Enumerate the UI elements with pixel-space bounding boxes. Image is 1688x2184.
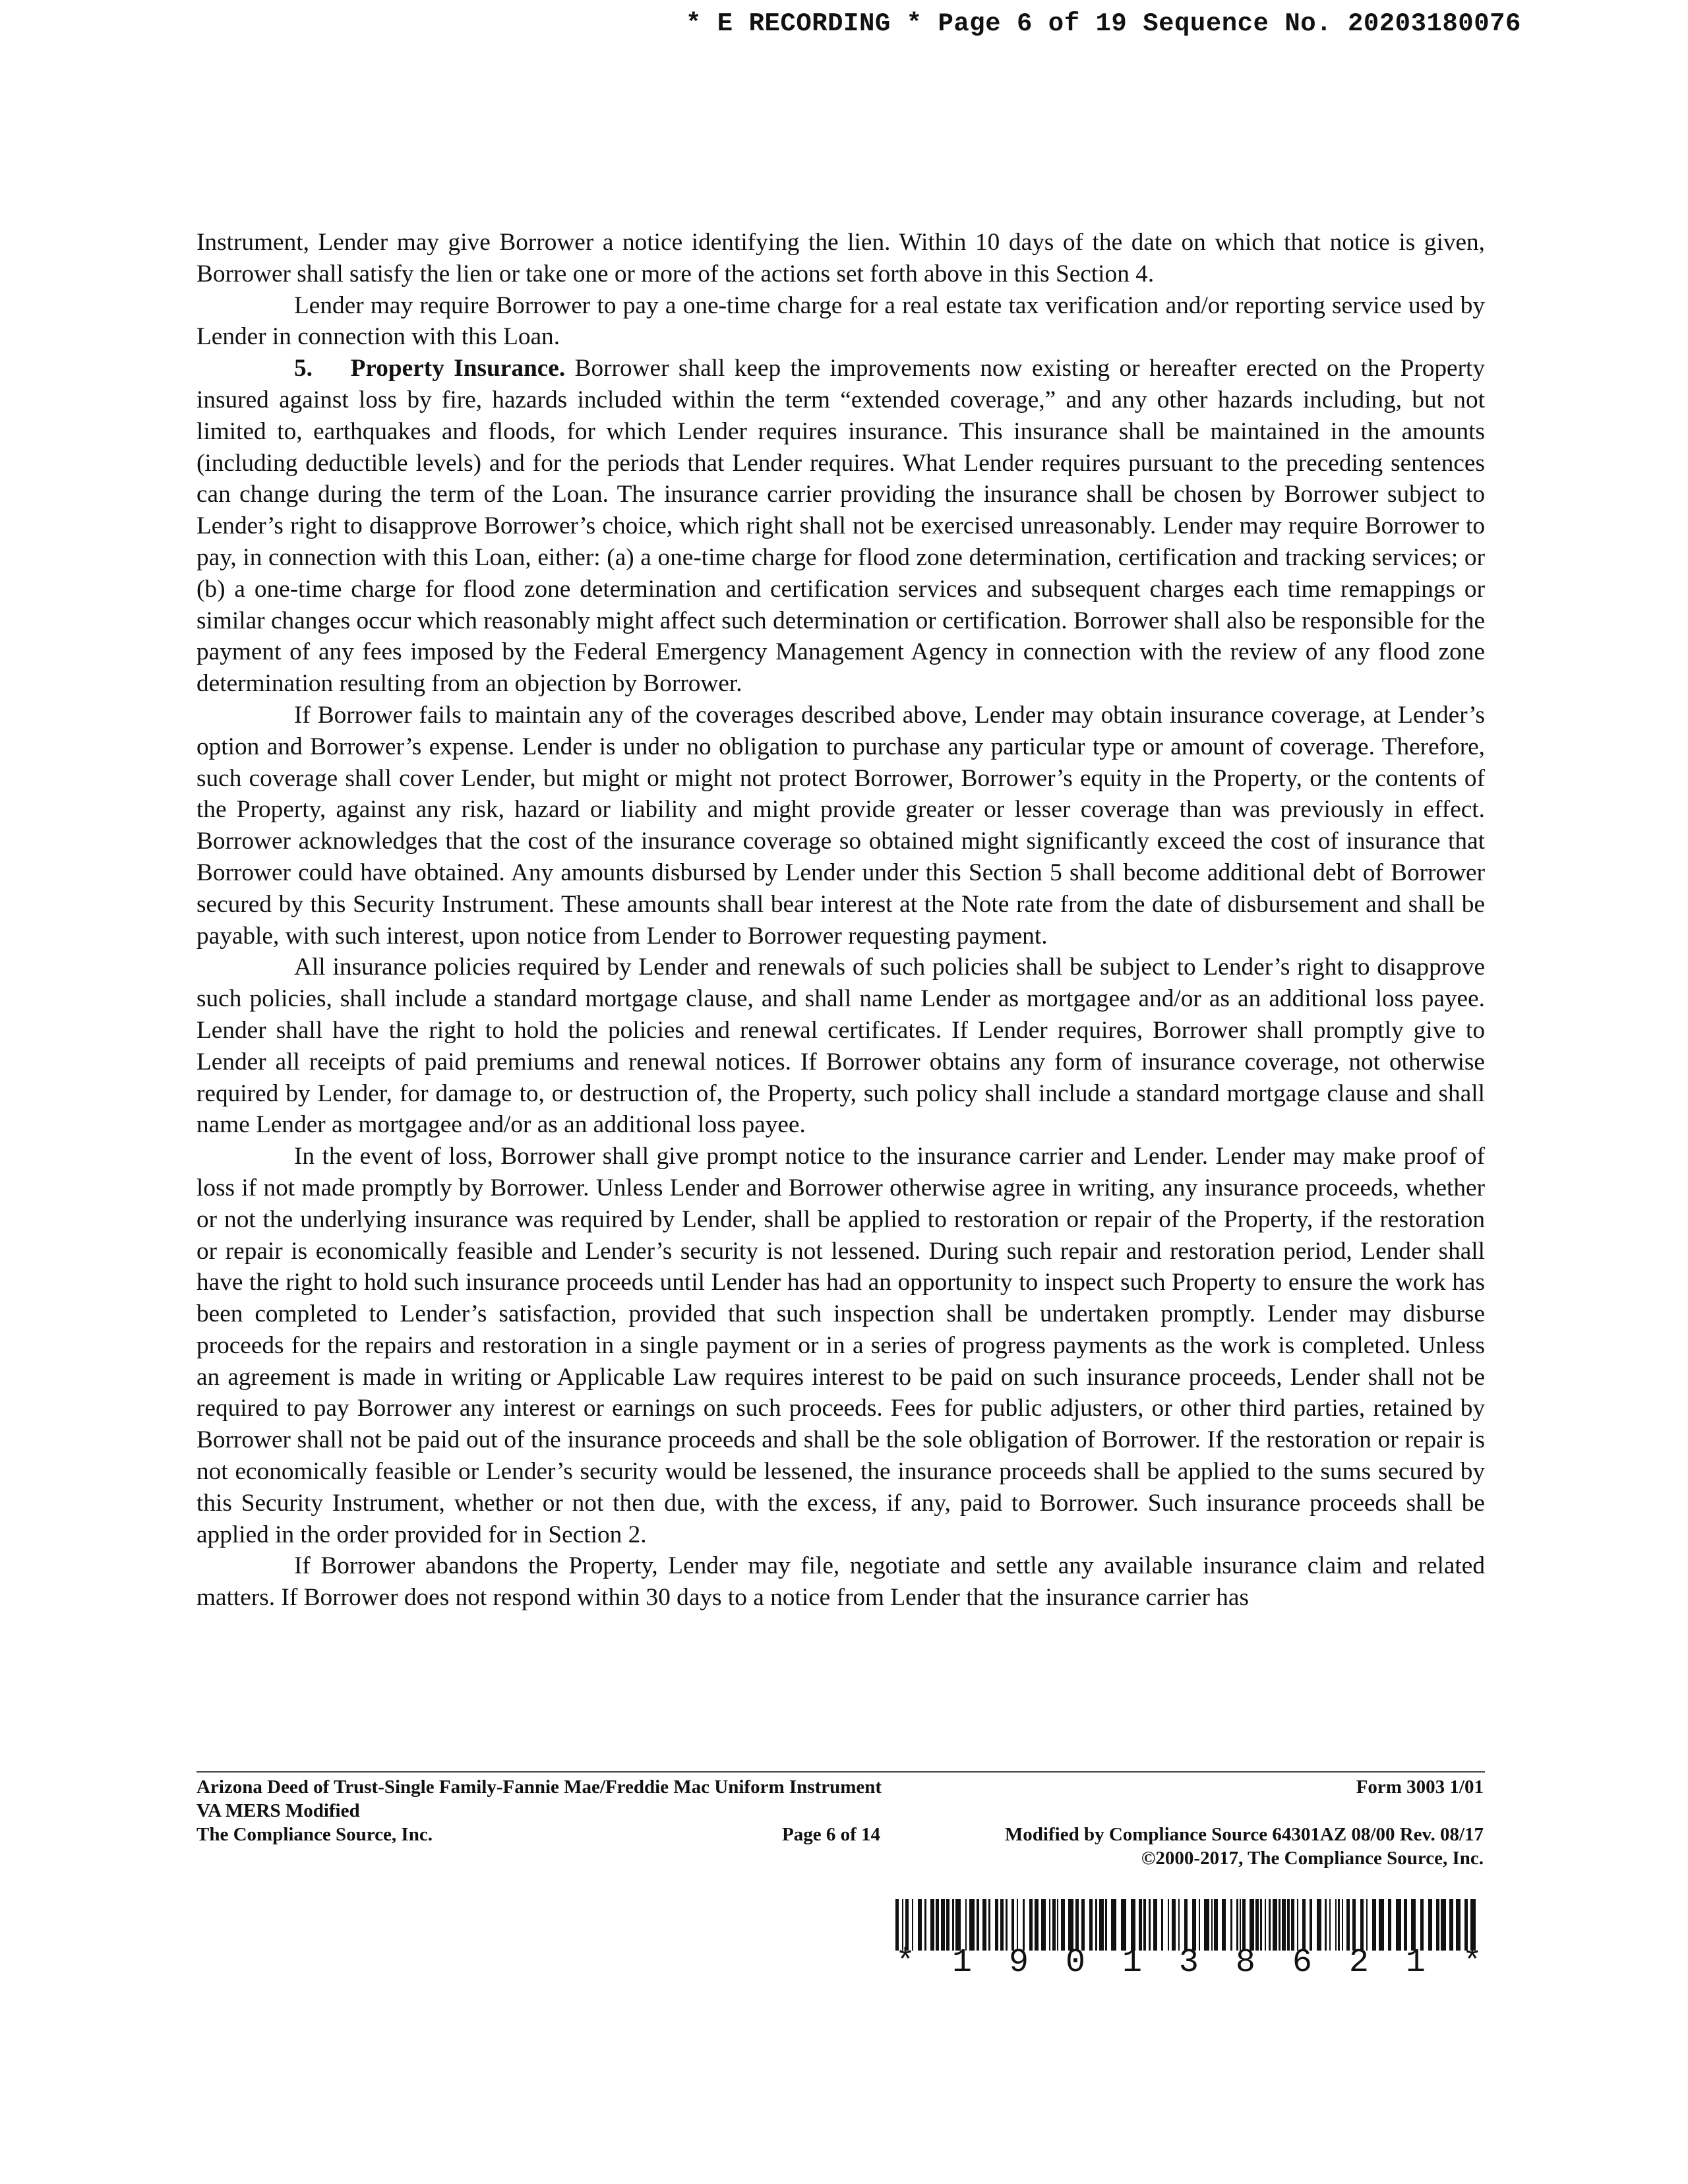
barcode-bar <box>912 1899 913 1951</box>
barcode-bar <box>1269 1899 1271 1951</box>
barcode-digit: * <box>895 1944 916 1982</box>
barcode-bar <box>1265 1899 1266 1951</box>
barcode-bar <box>1436 1899 1439 1951</box>
barcode-bar <box>1061 1899 1065 1951</box>
barcode-digit: 1 <box>1405 1944 1426 1982</box>
barcode-bar <box>1236 1899 1238 1951</box>
footer-modifier: VA MERS Modified <box>196 1800 360 1821</box>
barcode-bar <box>1121 1899 1126 1951</box>
barcode-bar <box>1411 1899 1416 1951</box>
barcode-bar <box>1099 1899 1104 1951</box>
barcode-bar <box>988 1899 990 1951</box>
barcode-bar <box>902 1899 903 1951</box>
barcode-bar <box>1441 1899 1446 1951</box>
barcode-bar <box>1317 1899 1321 1951</box>
barcode-bar <box>1282 1899 1286 1951</box>
barcode-bar <box>1105 1899 1107 1951</box>
barcode-bar <box>1464 1899 1468 1951</box>
barcode-bar <box>1006 1899 1008 1951</box>
barcode-bar <box>1161 1899 1163 1951</box>
barcode-digit: 9 <box>1008 1944 1029 1982</box>
footer-divider <box>196 1771 1485 1773</box>
barcode-bar <box>1404 1899 1407 1951</box>
barcode-bar <box>1222 1899 1226 1951</box>
barcode-bar <box>1204 1899 1209 1951</box>
barcode-bar <box>1342 1899 1343 1951</box>
barcode-bar <box>1291 1899 1294 1951</box>
barcode-bar <box>895 1899 899 1951</box>
barcode-bar <box>1338 1899 1340 1951</box>
barcode-bar <box>965 1899 967 1951</box>
barcode-bar <box>1172 1899 1176 1951</box>
barcode-bar <box>1089 1899 1093 1951</box>
barcode-bar <box>1420 1899 1424 1951</box>
barcode-bar <box>941 1899 945 1951</box>
barcode-bar <box>1068 1899 1073 1951</box>
paragraph-event-of-loss: In the event of loss, Borrower shall give prompt notice to the insurance carrier and Lender. Lender may make proof of loss if not made promptly by Borrower. Unless Lender and Borrower otherwise agree in writing, any insurance proceeds, whether or not the underlying insurance was required by Lender, shall be applied to restoration or repair of the Property, if the restoration or repair is economically feasible and Lender’s security is not lessened. During such repair and restoration period, Lender shall have the right to hold such insurance proceeds until Lender has had an opportunity to inspect such Property to ensure the work has been completed to Lender’s satisfaction, provided that such inspection shall be undertaken promptly. Lender may disburse proceeds for the repairs and restoration in a single payment or in a series of progress payments as the work is completed. Unless an agreement is made in writing or Applicable Law requires interest to be paid on such insurance proceeds, Lender shall not be required to pay Borrower any interest or earnings on such proceeds. Fees for public adjusters, or other third parties, retained by Borrower shall not be paid out of the insurance proceeds and shall be the sole obligation of Borrower. If the restoration or repair is not economically feasible or Lender’s security would be lessened, the insurance proceeds shall be applied to the sums secured by this Security Instrument, whether or not then due, with the excess, if any, paid to Borrower. Such insurance proceeds shall be applied in the order provided for in Section 2. <box>196 1143 1485 1548</box>
barcode-bar <box>1178 1899 1180 1951</box>
barcode-bar <box>1143 1899 1146 1951</box>
barcode-bar <box>930 1899 934 1951</box>
barcode-bar <box>1329 1899 1331 1951</box>
barcode-bar <box>1057 1899 1058 1951</box>
barcode-bar <box>1366 1899 1368 1951</box>
barcode-bar <box>1325 1899 1327 1951</box>
barcode-bar <box>1360 1899 1364 1951</box>
document-body <box>196 227 1485 1614</box>
barcode-bar <box>1230 1899 1232 1951</box>
barcode-bar <box>1211 1899 1213 1951</box>
barcode-bar <box>918 1899 922 1951</box>
barcode-bar <box>1168 1899 1169 1951</box>
footer-copyright: ©2000-2017, The Compliance Source, Inc. <box>1141 1848 1484 1869</box>
barcode-bar <box>1052 1899 1056 1951</box>
barcode-bar <box>1346 1899 1350 1951</box>
barcode-digit: 1 <box>1122 1944 1142 1982</box>
section-text: Borrower shall keep the improvements now existing or hereafter erected on the Property insured against loss by fire, hazards included within the term “extended coverage,” and any other hazards including, but not limited to, earthquakes and floods, for which Lender requires insurance. This insurance shall be maintained in the amounts (including deductible levels) and for the periods that Lender requires. What Lender requires pursuant to the preceding sentences can change during the term of the Loan. The insurance carrier providing the insurance shall be chosen by Borrower subject to Lender’s right to disapprove Borrower’s choice, which right shall not be exercised unreasonably. Lender may require Borrower to pay, in connection with this Loan, either: (a) a one-time charge for flood zone determination, certification and tracking services; or (b) a one-time charge for flood zone determination and certification services and subsequent charges each time remappings or similar changes occur which reasonably might affect such determination or certification. Borrower shall also be responsible for the payment of any fees imposed by the Federal Emergency Management Agency in connection with the review of any flood zone determination resulting from an objection by Borrower. <box>196 355 1486 698</box>
barcode-bar <box>1279 1899 1281 1951</box>
barcode-bar <box>1388 1899 1391 1951</box>
footer-modified-by: Modified by Compliance Source 64301AZ 08/00 Rev. 08/17 <box>1004 1824 1484 1845</box>
barcode-bar <box>924 1899 926 1951</box>
barcode-bar <box>1242 1899 1246 1951</box>
barcode-bar <box>1153 1899 1157 1951</box>
footer-page-number: Page 6 of 14 <box>782 1824 880 1845</box>
footer-form-number: Form 3003 1/01 <box>1356 1776 1484 1798</box>
footer-form-title: Arizona Deed of Trust-Single Family-Fannie Mae/Freddie Mac Uniform Instrument <box>196 1776 882 1798</box>
barcode-bar <box>1470 1899 1476 1951</box>
barcode-digit: 2 <box>1348 1944 1369 1982</box>
barcode-bar <box>1035 1899 1039 1951</box>
barcode-bar <box>936 1899 939 1951</box>
barcode-digit: 1 <box>951 1944 972 1982</box>
barcode-bar <box>1029 1899 1033 1951</box>
barcode-bar <box>1017 1899 1018 1951</box>
barcode-bar <box>955 1899 961 1951</box>
barcode-bar <box>1011 1899 1014 1951</box>
barcode-bar <box>1428 1899 1432 1951</box>
barcode-bar <box>1379 1899 1384 1951</box>
barcode-bar <box>1041 1899 1046 1951</box>
paragraph-property-insurance <box>196 353 1485 700</box>
paragraph-lien-notice: Instrument, Lender may give Borrower a notice identifying the lien. Within 10 days of the date on which that notice is given, Borrower shall satisfy the lien or take one or more of the actions set forth above in this Section 4. <box>196 229 1485 288</box>
barcode-bar <box>1192 1899 1196 1951</box>
barcode-bar <box>1297 1899 1298 1951</box>
barcode-bar <box>1396 1899 1401 1951</box>
barcode-bar <box>969 1899 975 1951</box>
barcode-bar <box>1352 1899 1356 1951</box>
barcode-digit: 6 <box>1292 1944 1312 1982</box>
barcode-bar <box>1075 1899 1079 1951</box>
barcode-digit: 3 <box>1178 1944 1199 1982</box>
barcode-bar <box>1149 1899 1151 1951</box>
barcode-bar <box>1049 1899 1050 1951</box>
barcode-digit: 8 <box>1235 1944 1255 1982</box>
paragraph-coverage-failure: If Borrower fails to maintain any of the coverages described above, Lender may obtain insurance coverage, at Lender’s option and Borrower’s expense. Lender is under no obligation to purchase any particular type or amount of coverage. Therefore, such coverage shall cover Lender, but might or might not protect Borrower, Borrower’s equity in the Property, or the contents of the Property, against any risk, hazard or liability and might provide greater or lesser coverage than was previously in effect. Borrower acknowledges that the cost of the insurance coverage so obtained might significantly exceed the cost of insurance that Borrower could have obtained. Any amounts disbursed by Lender under this Section 5 shall become additional debt of Borrower secured by this Security Instrument. These amounts shall bear interest at the Note rate from the date of disbursement and shall be payable, with such interest, upon notice from Lender to Borrower requesting payment. <box>196 701 1485 950</box>
barcode-bar <box>1335 1899 1337 1951</box>
barcode-image <box>895 1899 1482 1951</box>
barcode-bar <box>905 1899 909 1951</box>
barcode-bar <box>1214 1899 1218 1951</box>
barcode-bar <box>1310 1899 1312 1951</box>
barcode-bar <box>1260 1899 1262 1951</box>
footer-company: The Compliance Source, Inc. <box>196 1824 433 1845</box>
barcode-bar <box>982 1899 986 1951</box>
barcode-bar <box>1184 1899 1188 1951</box>
barcode-bar <box>995 1899 998 1951</box>
barcode-bar <box>1000 1899 1004 1951</box>
barcode-digit: 0 <box>1065 1944 1085 1982</box>
barcode-bar <box>1287 1899 1290 1951</box>
paragraph-abandonment: If Borrower abandons the Property, Lender may file, negotiate and settle any available insurance claim and related matters. If Borrower does not respond within 30 days to a notice from Lender that the insurance carrier has <box>196 1552 1485 1612</box>
barcode-bar <box>1255 1899 1259 1951</box>
section-number: 5. <box>294 355 313 382</box>
barcode-bar <box>1240 1899 1241 1951</box>
barcode-bar <box>1095 1899 1097 1951</box>
paragraph-tax-verification: Lender may require Borrower to pay a one-time charge for a real estate tax verification and/or reporting service used by Lender in connection with this Loan. <box>196 291 1485 351</box>
barcode-bar <box>1456 1899 1461 1951</box>
paragraph-insurance-policies: All insurance policies required by Lender and renewals of such policies shall be subject to Lender’s right to disapprove such policies, shall include a standard mortgage clause, and shall name Lender as mortgagee and/or as an additional loss payee. Lender shall have the right to hold the policies and renewal certificates. If Lender requires, Borrower shall promptly give to Lender all receipts of paid premiums and renewal notices. If Borrower obtains any form of insurance coverage, not otherwise required by Lender, for damage to, or destruction of, the Property, such policy shall include a standard mortgage clause and shall name Lender as mortgagee and/or as an additional loss payee. <box>196 954 1485 1139</box>
barcode-digits <box>895 1944 1482 1982</box>
barcode-bar <box>1302 1899 1306 1951</box>
recording-header: * E RECORDING * Page 6 of 19 Sequence No. 20203180076 <box>686 9 1521 38</box>
barcode-bar <box>946 1899 950 1951</box>
section-title: Property Insurance. <box>350 355 566 382</box>
barcode-bar <box>1023 1899 1025 1951</box>
barcode-bar <box>977 1899 979 1951</box>
barcode-bar <box>952 1899 954 1951</box>
barcode-bar <box>1081 1899 1085 1951</box>
barcode-bar <box>1131 1899 1135 1951</box>
barcode-digit: * <box>1462 1944 1482 1982</box>
barcode-bar <box>1372 1899 1376 1951</box>
barcode-bar <box>1273 1899 1277 1951</box>
barcode-bar <box>1199 1899 1200 1951</box>
barcode-bar <box>1139 1899 1142 1951</box>
barcode-bar <box>1111 1899 1116 1951</box>
barcode-bar <box>1250 1899 1254 1951</box>
barcode-bar <box>1449 1899 1453 1951</box>
